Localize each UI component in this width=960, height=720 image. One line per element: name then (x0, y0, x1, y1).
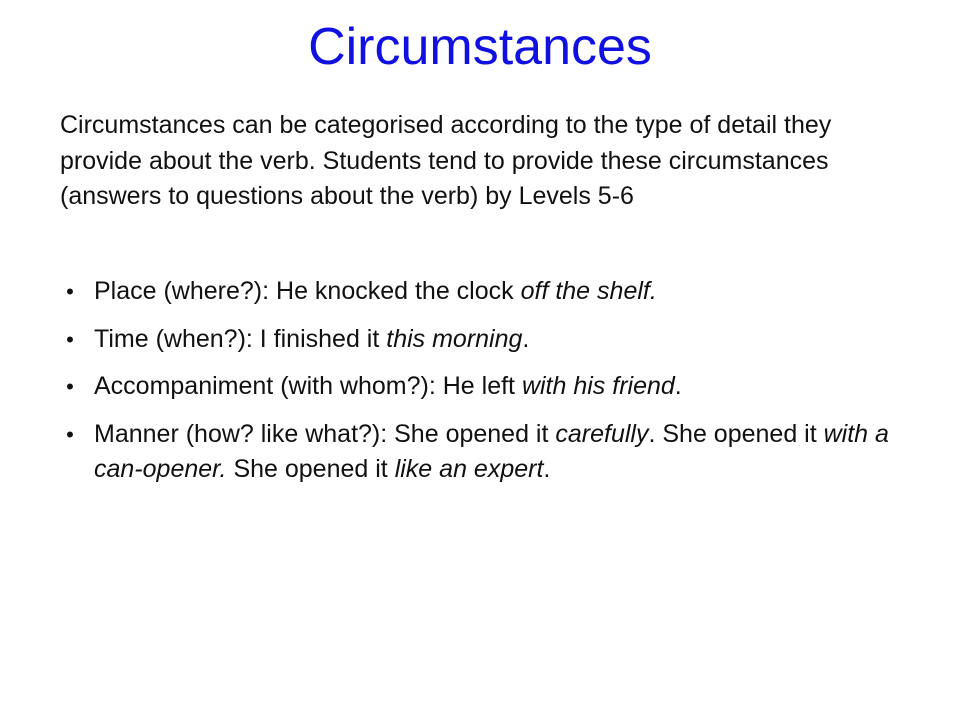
bullet-text: Time (when?): I finished it this morning. (94, 324, 530, 353)
intro-paragraph: Circumstances can be categorised according to the type of detail they provide about the verb. Students tend to provide these circumstances (answers to questions about the verb) by Levels 5-6 (60, 111, 832, 210)
slide-title: Circumstances (308, 18, 652, 76)
bullet-dot-icon: • (66, 326, 74, 352)
bullet-item-time (60, 322, 915, 358)
bullet-dot-icon: • (66, 374, 74, 399)
bullet-text: Place (where?): He knocked the clock off the shelf. (94, 277, 657, 305)
bullet-dot-icon: • (66, 421, 74, 447)
bullet-item-accompaniment (60, 369, 915, 405)
bullet-item-place (60, 274, 915, 310)
bullet-text: Manner (how? like what?): She opened it carefully. She opened it with a can-opener. She opened it like an expert. (94, 419, 889, 483)
bullet-text: Accompaniment (with whom?): He left with his friend. (94, 372, 682, 400)
bullet-list (60, 274, 915, 500)
bullet-dot-icon: • (66, 279, 74, 304)
bullet-item-manner (60, 417, 915, 488)
